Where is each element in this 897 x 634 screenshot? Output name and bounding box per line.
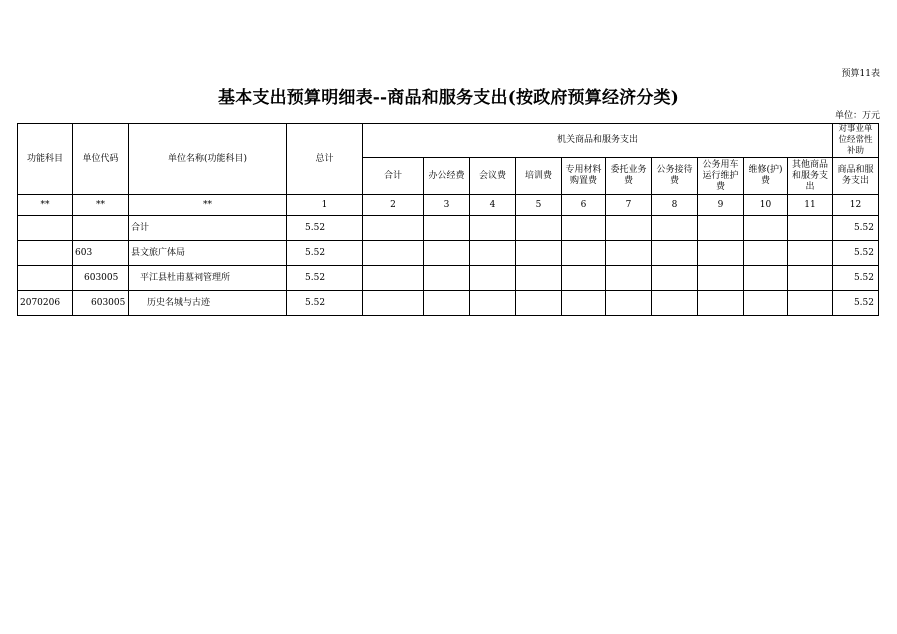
index-cell: 6: [562, 195, 606, 216]
header-sub-gongche: 公务用车运行维护费: [698, 158, 744, 195]
header-func-subject: 功能科目: [18, 124, 73, 195]
header-unit-name: 单位名称(功能科目): [129, 124, 287, 195]
total-cell: 5.52: [287, 241, 363, 266]
index-cell: 3: [424, 195, 470, 216]
total-cell: 5.52: [287, 216, 363, 241]
total-cell: 5.52: [287, 291, 363, 316]
c12-cell: 5.52: [833, 266, 879, 291]
index-cell: **: [73, 195, 129, 216]
form-number: 预算11表: [841, 69, 880, 79]
index-cell: 11: [788, 195, 833, 216]
header-group-dui: 对事业单位经常性补助: [833, 124, 879, 158]
index-cell: 5: [516, 195, 562, 216]
index-cell: 9: [698, 195, 744, 216]
index-cell: 12: [833, 195, 879, 216]
header-sub-weituo: 委托业务费: [606, 158, 652, 195]
name-cell: 平江县杜甫墓祠管理所: [129, 266, 287, 291]
func-cell: [18, 266, 73, 291]
code-cell: [73, 216, 129, 241]
index-cell: 2: [363, 195, 424, 216]
index-cell: **: [18, 195, 73, 216]
func-cell: [18, 216, 73, 241]
table-row: [18, 241, 879, 266]
table-row: [18, 216, 879, 241]
header-group-jg: 机关商品和服务支出: [363, 124, 833, 158]
header-unit-code: 单位代码: [73, 124, 129, 195]
header-dui-sub: 商品和服务支出: [833, 158, 879, 195]
index-cell: 10: [744, 195, 788, 216]
total-cell: 5.52: [287, 266, 363, 291]
header-sub-bangong: 办公经费: [424, 158, 470, 195]
header-sub-weixiu: 维修(护)费: [744, 158, 788, 195]
name-cell: 合计: [129, 216, 287, 241]
budget-table: [17, 123, 879, 316]
func-cell: 2070206: [18, 291, 73, 316]
header-total: 总计: [287, 124, 363, 195]
header-sub-jiedai: 公务接待费: [652, 158, 698, 195]
code-cell: 603005: [73, 266, 129, 291]
index-cell: 7: [606, 195, 652, 216]
header-sub-zhuanyong: 专用材料购置费: [562, 158, 606, 195]
index-cell: 8: [652, 195, 698, 216]
header-sub-heji: 合计: [363, 158, 424, 195]
header-sub-huiyi: 会议费: [470, 158, 516, 195]
code-cell: 603005: [73, 291, 129, 316]
func-cell: [18, 241, 73, 266]
name-cell: 县文旅广体局: [129, 241, 287, 266]
index-cell: 4: [470, 195, 516, 216]
c12-cell: 5.52: [833, 216, 879, 241]
index-cell: **: [129, 195, 287, 216]
header-sub-peixun: 培训费: [516, 158, 562, 195]
table-row: [18, 266, 879, 291]
c12-cell: 5.52: [833, 241, 879, 266]
unit-label: 单位：万元: [834, 111, 880, 121]
page-title: 基本支出预算明细表--商品和服务支出(按政府预算经济分类): [218, 88, 679, 108]
code-cell: 603: [73, 241, 129, 266]
index-row: [18, 195, 879, 216]
c12-cell: 5.52: [833, 291, 879, 316]
index-cell: 1: [287, 195, 363, 216]
table-row: [18, 291, 879, 316]
header-sub-qita: 其他商品和服务支出: [788, 158, 833, 195]
name-cell: 历史名城与古迹: [129, 291, 287, 316]
